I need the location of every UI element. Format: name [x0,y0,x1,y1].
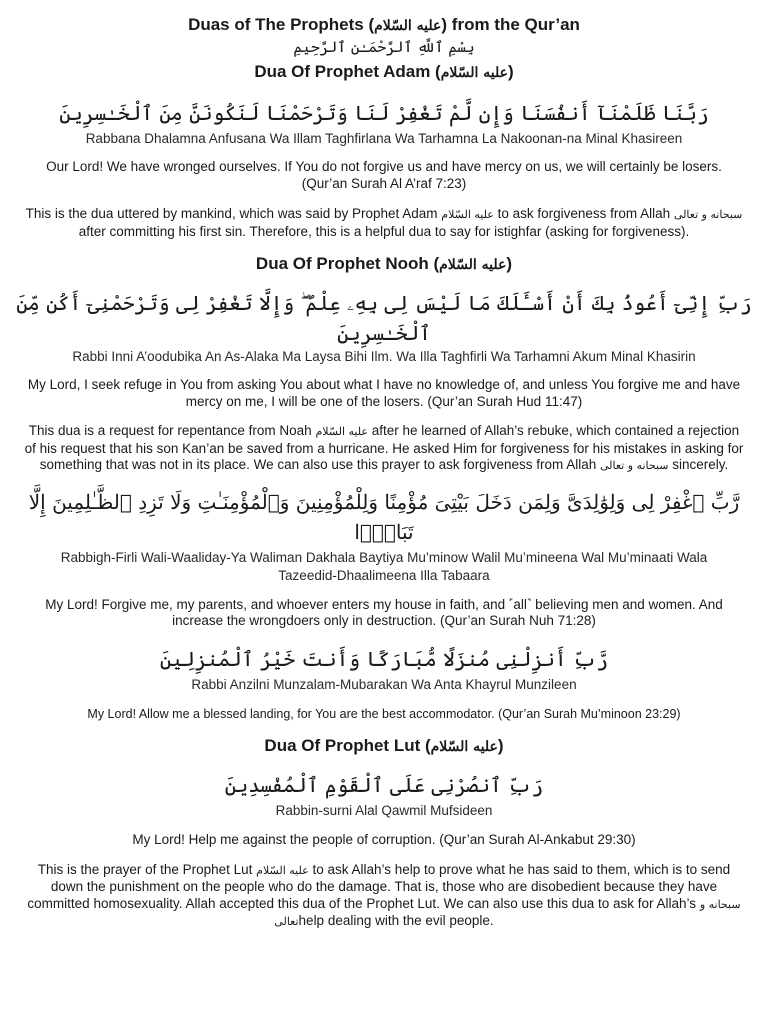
arabic-verse-nooh: رَبِّ إِنِّىٓ أَعُوذُ بِكَ أَنْ أَسْـَٔلَكَ مَا لَيْسَ لِى بِهِۦ عِلْمٌ ۖ وَإِلَّا تَغْفِرْ لِى وَتَرْحَمْنِىٓ أَكُن مِّنَ ٱلْخَـٰسِرِينَ [16,291,752,345]
heading-adam-post: ) [507,62,514,81]
heading-adam-honorific: عليه السّلام [440,65,508,81]
note-adam-text-2: to ask forgiveness from Allah [493,206,674,221]
heading-nooh-post: ) [506,254,513,273]
document-title [14,14,754,37]
note-adam-honorific-2: سبحانه و تعالى [673,208,743,221]
basmala: بِسْمِ ٱللَّهِ ٱلرَّحْمَـٰنِ ٱلرَّحِيمِ [293,38,475,56]
translation-muminoon-23-29: My Lord! Allow me a blessed landing, for You are the best accommodator. (Qur’an Surah Mu’minoon 23:29) [87,706,681,721]
note-nooh-text-1: This dua is a request for repentance from Noah [28,423,316,438]
translation-lut: My Lord! Help me against the people of corruption. (Qur’an Surah Al-Ankabut 29:30) [132,832,636,847]
heading-adam-pre: Dua Of Prophet Adam ( [254,62,441,81]
arabic-verse-muminoon-23-29: رَّبِّ أَنزِلْنِى مُنزَلًا مُّبَارَكًا وَأَنتَ خَيْرُ ٱلْمُنزِلِينَ [159,646,609,671]
note-lut [23,862,745,931]
note-nooh-honorific-1: عليه السّلام [315,425,368,438]
note-nooh-honorific-2: سبحانه و تعالى [600,459,669,472]
note-lut-honorific-1: عليه السّلام [256,863,309,877]
note-nooh-text-2: after he learned of Allah’s rebuke, which contained a rejection of his request that his son Kan’an be saved from a hurricane. He asked Him for forgiveness for his mistakes in asking for something that was not in its place. We can also use this prayer to ask forgiveness from Allah [24,423,744,472]
note-lut-text-3: help dealing with the evil people. [298,913,494,928]
translation-nooh: My Lord, I seek refuge in You from asking You about what I have no knowledge of, and unless You forgive me and have mercy on me, I will be one of the losers. (Qur’an Surah Hud 11:47) [27,377,741,409]
transliteration-adam: Rabbana Dhalamna Anfusana Wa Illam Taghfirlana Wa Tarhamna La Nakoonan-na Minal Khasireen [85,131,683,146]
transliteration-nooh: Rabbi Inni A’oodubika An As-Alaka Ma Laysa Bihi Ilm. Wa Illa Taghfirli Wa Tarhamni Akum Minal Khasirin [72,349,696,364]
heading-nooh-pre: Dua Of Prophet Nooh ( [255,254,440,273]
arabic-verse-nuh-71-28: رَّبِّ ٱغْفِرْ لِى وَلِوَٰلِدَىَّ وَلِمَن دَخَلَ بَيْتِىَ مُؤْمِنًا وَلِلْمُؤْمِنِينَ وَٱلْمُؤْمِنَـٰتِ وَلَا تَزِدِ ٱلظَّـٰلِمِينَ إِلَّا تَبَارًۢا [28,489,740,544]
heading-lut [14,735,754,758]
note-lut-text-2: to ask Allah’s help to prove what he has said to them, which is to send down the punishment on the people who do the damage. That is, those who are disobedient because they have committed homosexuality. Allah accepted this dua of the Prophet Lut. We can also use this dua to ask for Allah’s [27,861,731,911]
title-text-pre: Duas of The Prophets ( [188,15,375,34]
note-nooh [23,423,745,475]
note-lut-text-1: This is the prayer of the Prophet Lut [37,861,257,877]
heading-nooh [14,253,754,276]
note-adam-text-1: This is the dua uttered by mankind, which was said by Prophet Adam [25,206,442,221]
note-adam-honorific-1: عليه السّلام [441,208,494,221]
heading-lut-post: ) [497,736,504,755]
transliteration-muminoon-23-29: Rabbi Anzilni Munzalam-Mubarakan Wa Anta Khayrul Munzileen [191,676,577,692]
note-adam-text-3: after committing his first sin. Therefore, this is a helpful dua to say for istighfar (asking for forgiveness). [78,223,690,239]
heading-nooh-honorific: عليه السّلام [439,257,507,273]
heading-lut-honorific: عليه السّلام [430,739,498,755]
heading-lut-pre: Dua Of Prophet Lut ( [264,736,431,755]
note-lut-honorific-2: سبحانه و تعالى [274,897,741,928]
title-honorific: عليه السّلام [374,18,442,34]
translation-nuh-71-28: My Lord! Forgive me, my parents, and whoever enters my house in faith, and ˹all˺ believing men and women. And increase the wrongdoers only in destruction. (Qur’an Surah Nuh 71:28) [45,596,723,628]
note-adam [23,206,745,240]
arabic-verse-adam: رَبَّنَا ظَلَمْنَآ أَنفُسَنَا وَإِن لَّمْ تَغْفِرْ لَنَا وَتَرْحَمْنَا لَنَكُونَنَّ مِنَ ٱلْخَـٰسِرِينَ [59,101,709,125]
transliteration-lut: Rabbin-surni Alal Qawmil Mufsideen [275,803,493,818]
title-text-post: ) from the Qur’an [441,15,580,34]
transliteration-nuh-71-28: Rabbigh-Firli Wali-Waaliday-Ya Waliman Dakhala Baytiya Mu’minow Walil Mu’mineena Wal Mu’minaati Wala Tazeedid-Dhaalimeena Illa Tabaara [60,549,708,583]
heading-adam [14,61,754,84]
note-nooh-text-3: sincerely. [668,457,729,472]
translation-adam: Our Lord! We have wronged ourselves. If You do not forgive us and have mercy on us, we will certainly be losers. (Qur’an Surah Al A’raf 7:23) [46,159,722,191]
arabic-verse-lut: رَبِّ ٱنصُرْنِى عَلَى ٱلْقَوْمِ ٱلْمُفْسِدِينَ [224,773,544,797]
